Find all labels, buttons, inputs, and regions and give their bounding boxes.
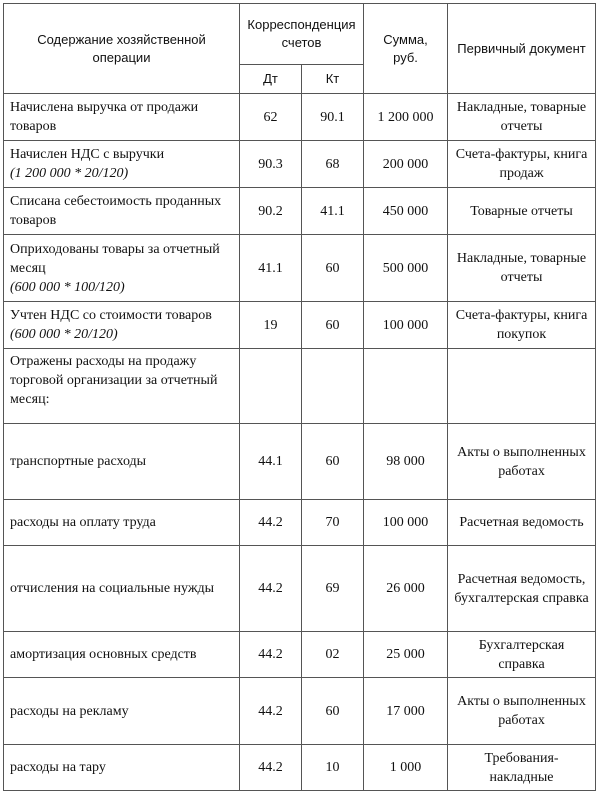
credit-cell: 60 [302, 302, 364, 349]
credit-cell [302, 349, 364, 424]
document-cell: Расчетная ведомость [448, 500, 596, 546]
operation-text: расходы на тару [10, 760, 106, 775]
credit-cell: 60 [302, 424, 364, 500]
table-row [4, 546, 596, 632]
amount-cell: 17 000 [364, 678, 448, 745]
header-amount: Сумма, руб. [364, 4, 448, 94]
table-row [4, 745, 596, 791]
operation-text: Начислен НДС с выручки [10, 147, 165, 162]
debit-cell: 41.1 [240, 235, 302, 302]
credit-cell: 68 [302, 141, 364, 188]
amount-cell: 100 000 [364, 500, 448, 546]
amount-cell: 200 000 [364, 141, 448, 188]
operation-cell [4, 349, 240, 424]
table-row [4, 678, 596, 745]
debit-cell: 44.2 [240, 546, 302, 632]
table-row [4, 188, 596, 235]
amount-cell: 98 000 [364, 424, 448, 500]
credit-cell: 10 [302, 745, 364, 791]
debit-cell [240, 349, 302, 424]
operation-text: отчисления на социальные нужды [10, 581, 215, 596]
operation-text: амортизация основных средств [10, 647, 197, 662]
credit-cell: 41.1 [302, 188, 364, 235]
document-cell: Накладные, товарные отчеты [448, 235, 596, 302]
amount-cell: 1 000 [364, 745, 448, 791]
document-cell: Счета-фактуры, книга продаж [448, 141, 596, 188]
table-row [4, 235, 596, 302]
debit-cell: 44.2 [240, 632, 302, 678]
operation-cell [4, 424, 240, 500]
operation-text: Списана себестоимость проданных товаров [10, 194, 222, 228]
credit-cell: 69 [302, 546, 364, 632]
operation-cell [4, 745, 240, 791]
operation-text: Оприходованы товары за отчетный месяц [10, 241, 220, 276]
operation-note: (600 000 * 20/120) [10, 327, 118, 342]
amount-cell: 26 000 [364, 546, 448, 632]
credit-cell: 90.1 [302, 94, 364, 141]
operation-text: расходы на оплату труда [10, 515, 156, 530]
amount-cell: 100 000 [364, 302, 448, 349]
operation-cell [4, 141, 240, 188]
document-cell: Счета-фактуры, книга покупок [448, 302, 596, 349]
document-cell: Накладные, товарные отчеты [448, 94, 596, 141]
header-debit: Дт [240, 65, 302, 94]
amount-cell: 1 200 000 [364, 94, 448, 141]
operation-text: расходы на рекламу [10, 703, 129, 719]
document-cell: Бухгалтерская справка [448, 632, 596, 678]
operation-cell [4, 188, 240, 235]
operation-cell [4, 302, 240, 349]
table-row [4, 424, 596, 500]
table-body [4, 94, 596, 791]
debit-cell: 62 [240, 94, 302, 141]
debit-cell: 44.2 [240, 500, 302, 546]
operation-text: Отражены расходы на продажу торговой организации за отчетный месяц: [10, 354, 218, 407]
debit-cell: 44.1 [240, 424, 302, 500]
operations-table [3, 3, 596, 791]
amount-cell: 500 000 [364, 235, 448, 302]
header-correspondence: Корреспонденция счетов [240, 4, 364, 65]
debit-cell: 19 [240, 302, 302, 349]
amount-cell: 25 000 [364, 632, 448, 678]
operation-cell [4, 632, 240, 678]
credit-cell: 60 [302, 678, 364, 745]
credit-cell: 70 [302, 500, 364, 546]
operation-cell [4, 235, 240, 302]
header-credit: Кт [302, 65, 364, 94]
debit-cell: 90.3 [240, 141, 302, 188]
amount-cell [364, 349, 448, 424]
operation-text: Начислена выручка от продажи товаров [10, 100, 199, 134]
operation-note: (600 000 * 100/120) [10, 279, 125, 295]
operation-cell [4, 94, 240, 141]
table-row [4, 141, 596, 188]
credit-cell: 60 [302, 235, 364, 302]
header-operation: Содержание хозяйственной операции [4, 4, 240, 94]
table-row [4, 632, 596, 678]
debit-cell: 44.2 [240, 678, 302, 745]
debit-cell: 44.2 [240, 745, 302, 791]
table-row [4, 94, 596, 141]
table-row [4, 302, 596, 349]
table-row [4, 500, 596, 546]
operation-text: Учтен НДС со стоимости товаров [10, 308, 212, 323]
debit-cell: 90.2 [240, 188, 302, 235]
operation-text: транспортные расходы [10, 454, 147, 469]
operation-note: (1 200 000 * 20/120) [10, 166, 129, 181]
document-cell: Акты о выполненных работах [448, 424, 596, 500]
amount-cell: 450 000 [364, 188, 448, 235]
document-cell: Товарные отчеты [448, 188, 596, 235]
table-row [4, 349, 596, 424]
document-cell: Требования-накладные [448, 745, 596, 791]
document-cell: Акты о выполненных работах [448, 678, 596, 745]
header-document: Первичный документ [448, 4, 596, 94]
operation-cell [4, 678, 240, 745]
credit-cell: 02 [302, 632, 364, 678]
operation-cell [4, 546, 240, 632]
operation-cell [4, 500, 240, 546]
document-cell [448, 349, 596, 424]
document-cell: Расчетная ведомость, бухгалтерская справка [448, 546, 596, 632]
